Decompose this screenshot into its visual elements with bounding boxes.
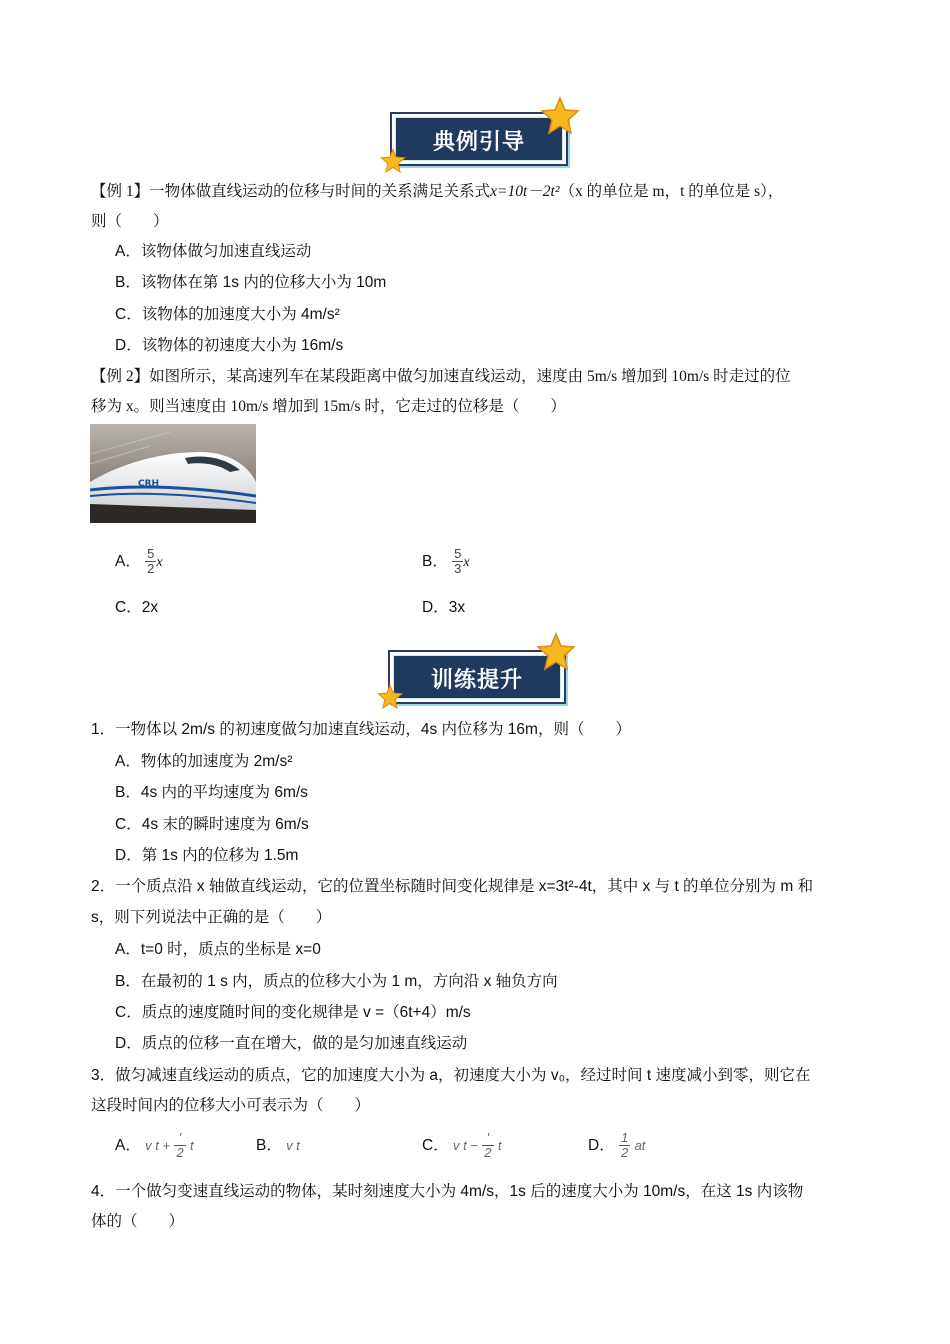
option-b: B．4s 内的平均速度为 6m/s bbox=[115, 784, 308, 801]
option-b: B． $\frac{5}{3}$ x bbox=[422, 546, 470, 577]
fraction: $\frac{5}{2}$ bbox=[147, 546, 155, 577]
example-2-stem-cont: 移为 x。则当速度由 10m/s 增加到 15m/s 时，它走过的位移是（ ） bbox=[91, 398, 566, 415]
option-d: D． $\frac{1}{2}$ at bbox=[588, 1130, 646, 1161]
question-3-stem: 3．做匀减速直线运动的质点，它的加速度大小为 a，初速度大小为 v₀，经过时间 t 速度减小到零，则它在 bbox=[91, 1067, 811, 1084]
banner-title: 训练提升 bbox=[430, 668, 523, 693]
question-2-stem: 2．一个质点沿 x 轴做直线运动，它的位置坐标随时间变化规律是 x=3t²-4t，其中 x 与 t 的单位分别为 m 和 bbox=[91, 878, 814, 895]
option-a: A．t=0 时，质点的坐标是 x=0 bbox=[115, 941, 321, 958]
example-1-stem-cont: 则（ ） bbox=[91, 213, 169, 230]
fraction: $\frac{1}{2}$ bbox=[621, 1130, 629, 1161]
star-icon bbox=[380, 148, 406, 174]
fraction: $\frac{'}{2}$ bbox=[484, 1130, 492, 1161]
question-2-stem-cont: s，则下列说法中正确的是（ ） bbox=[91, 909, 332, 926]
option-c: C．质点的速度随时间的变化规律是 v =（6t+4）m/s bbox=[115, 1004, 471, 1021]
star-icon bbox=[536, 632, 576, 672]
option-b: B．在最初的 1 s 内，质点的位移大小为 1 m，方向沿 x 轴负方向 bbox=[115, 973, 558, 990]
star-icon bbox=[377, 684, 403, 710]
option-c: C．该物体的加速度大小为 4m/s² bbox=[115, 306, 340, 323]
example-1-stem: 【例 1】一物体做直线运动的位移与时间的关系满足关系式x=10t－2t²（x 的单位是 m，t 的单位是 s）， bbox=[91, 183, 784, 200]
option-b: B． v t bbox=[256, 1137, 300, 1154]
option-c: C．2x bbox=[115, 599, 159, 616]
option-d: D．第 1s 内的位移为 1.5m bbox=[115, 847, 299, 864]
example-2-stem: 【例 2】如图所示，某高速列车在某段距离中做匀加速直线运动，速度由 5m/s 增加到 10m/s 时走过的位 bbox=[91, 368, 791, 385]
question-4-stem: 4．一个做匀变速直线运动的物体，某时刻速度大小为 4m/s，1s 后的速度大小为 10m/s，在这 1s 内该物 bbox=[91, 1183, 804, 1200]
fraction: $\frac{5}{3}$ bbox=[454, 546, 462, 577]
option-a: A． v t + $\frac{'}{2}$ t bbox=[115, 1130, 194, 1161]
option-b: B．该物体在第 1s 内的位移大小为 10m bbox=[115, 274, 387, 291]
option-a: A．该物体做匀加速直线运动 bbox=[115, 243, 312, 260]
question-3-stem-cont: 这段时间内的位移大小可表示为（ ） bbox=[91, 1097, 371, 1114]
option-d: D．质点的位移一直在增大，做的是匀加速直线运动 bbox=[115, 1035, 468, 1052]
option-c: C． v t − $\frac{'}{2}$ t bbox=[422, 1130, 502, 1161]
question-1-stem: 1．一物体以 2m/s 的初速度做匀加速直线运动，4s 内位移为 16m，则（ ） bbox=[91, 721, 631, 738]
question-4-stem-cont: 体的（ ） bbox=[91, 1213, 185, 1230]
example-tag: 【例 1】 bbox=[91, 183, 150, 200]
train-logo: CRH bbox=[138, 479, 160, 489]
banner-title: 典例引导 bbox=[432, 130, 525, 155]
star-icon bbox=[540, 96, 580, 136]
fraction: $\frac{'}{2}$ bbox=[176, 1130, 184, 1161]
option-d: D．3x bbox=[422, 599, 466, 616]
high-speed-train-image bbox=[90, 424, 256, 523]
option-a: A．物体的加速度为 2m/s² bbox=[115, 753, 293, 770]
option-c: C．4s 末的瞬时速度为 6m/s bbox=[115, 816, 309, 833]
option-a: A． $\frac{5}{2}$ x bbox=[115, 546, 163, 577]
option-d: D．该物体的初速度大小为 16m/s bbox=[115, 337, 344, 354]
example-tag: 【例 2】 bbox=[91, 368, 150, 385]
